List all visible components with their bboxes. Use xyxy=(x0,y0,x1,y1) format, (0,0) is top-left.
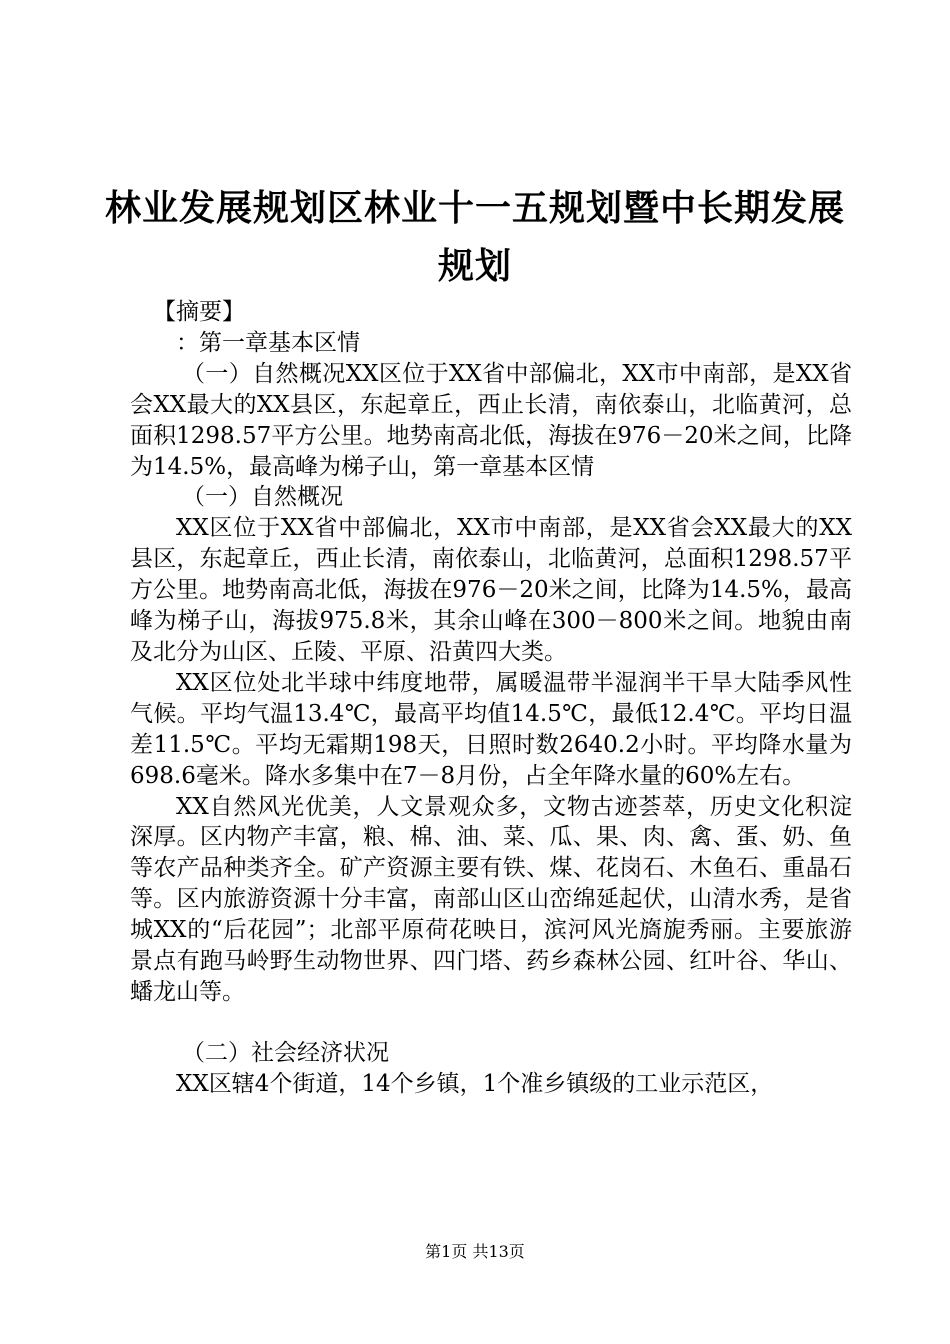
section-heading-natural: （一）自然概况 xyxy=(182,484,343,511)
document-title: 林业发展规划区林业十一五规划暨中长期发展规划 xyxy=(104,188,845,287)
section-heading-economy: （二）社会经济状况 xyxy=(182,1039,389,1066)
paragraph-location: XX区位于XX省中部偏北，XX市中南部，是XX省会XX最大的XX县区，东起章丘，西止长清，南依泰山，北临黄河，总面积1298.57平方公里。地势南高北低，海拔在976－20米之间，比降为14.5%，最高峰为梯子山，海拔975.8米，其余山峰在300－800米之间。地貌由南及北分为山区、丘陵、平原、沿黄四大类。 xyxy=(130,515,852,665)
abstract-label: 【摘要】 xyxy=(153,299,245,325)
paragraph-climate: XX区位处北半球中纬度地带，属暖温带半湿润半干旱大陆季风性气候。平均气温13.4℃，最高平均值14.5℃，最低12.4℃。平均日温差11.5℃。平均无霜期198天，日照时数2640.2小时。平均降水量为698.6毫米。降水多集中在7－8月份，占全年降水量的60%左右。 xyxy=(130,669,852,789)
paragraph-administration: XX区辖4个街道，14个乡镇，1个准乡镇级的工业示范区， xyxy=(176,1070,774,1097)
paragraph-scenery: XX自然风光优美，人文景观众多，文物古迹荟萃，历史文化积淀深厚。区内物产丰富，粮、棉、油、菜、瓜、果、肉、禽、蛋、奶、鱼等农产品种类齐全。矿产资源主要有铁、煤、花岗石、木鱼石、重晶石等。区内旅游资源十分丰富，南部山区山峦绵延起伏，山清水秀，是省城XX的“后花园”；北部平原荷花映日，滨河风光旖旎秀丽。主要旅游景点有跑马岭野生动物世界、四门塔、药乡森林公园、红叶谷、华山、蟠龙山等。 xyxy=(130,793,852,1005)
document-body xyxy=(130,297,852,1100)
page-footer: 第1页 共13页 xyxy=(425,1242,525,1261)
abstract-text: （一）自然概况XX区位于XX省中部偏北，XX市中南部，是XX省会XX最大的XX县区，东起章丘，西止长清，南依泰山，北临黄河，总面积1298.57平方公里。地势南高北低，海拔在976－20米之间，比降为14.5%，最高峰为梯子山，第一章基本区情 xyxy=(130,360,852,480)
paragraph-spacer xyxy=(130,1008,852,1038)
chapter-line: ：第一章基本区情 xyxy=(176,329,360,356)
